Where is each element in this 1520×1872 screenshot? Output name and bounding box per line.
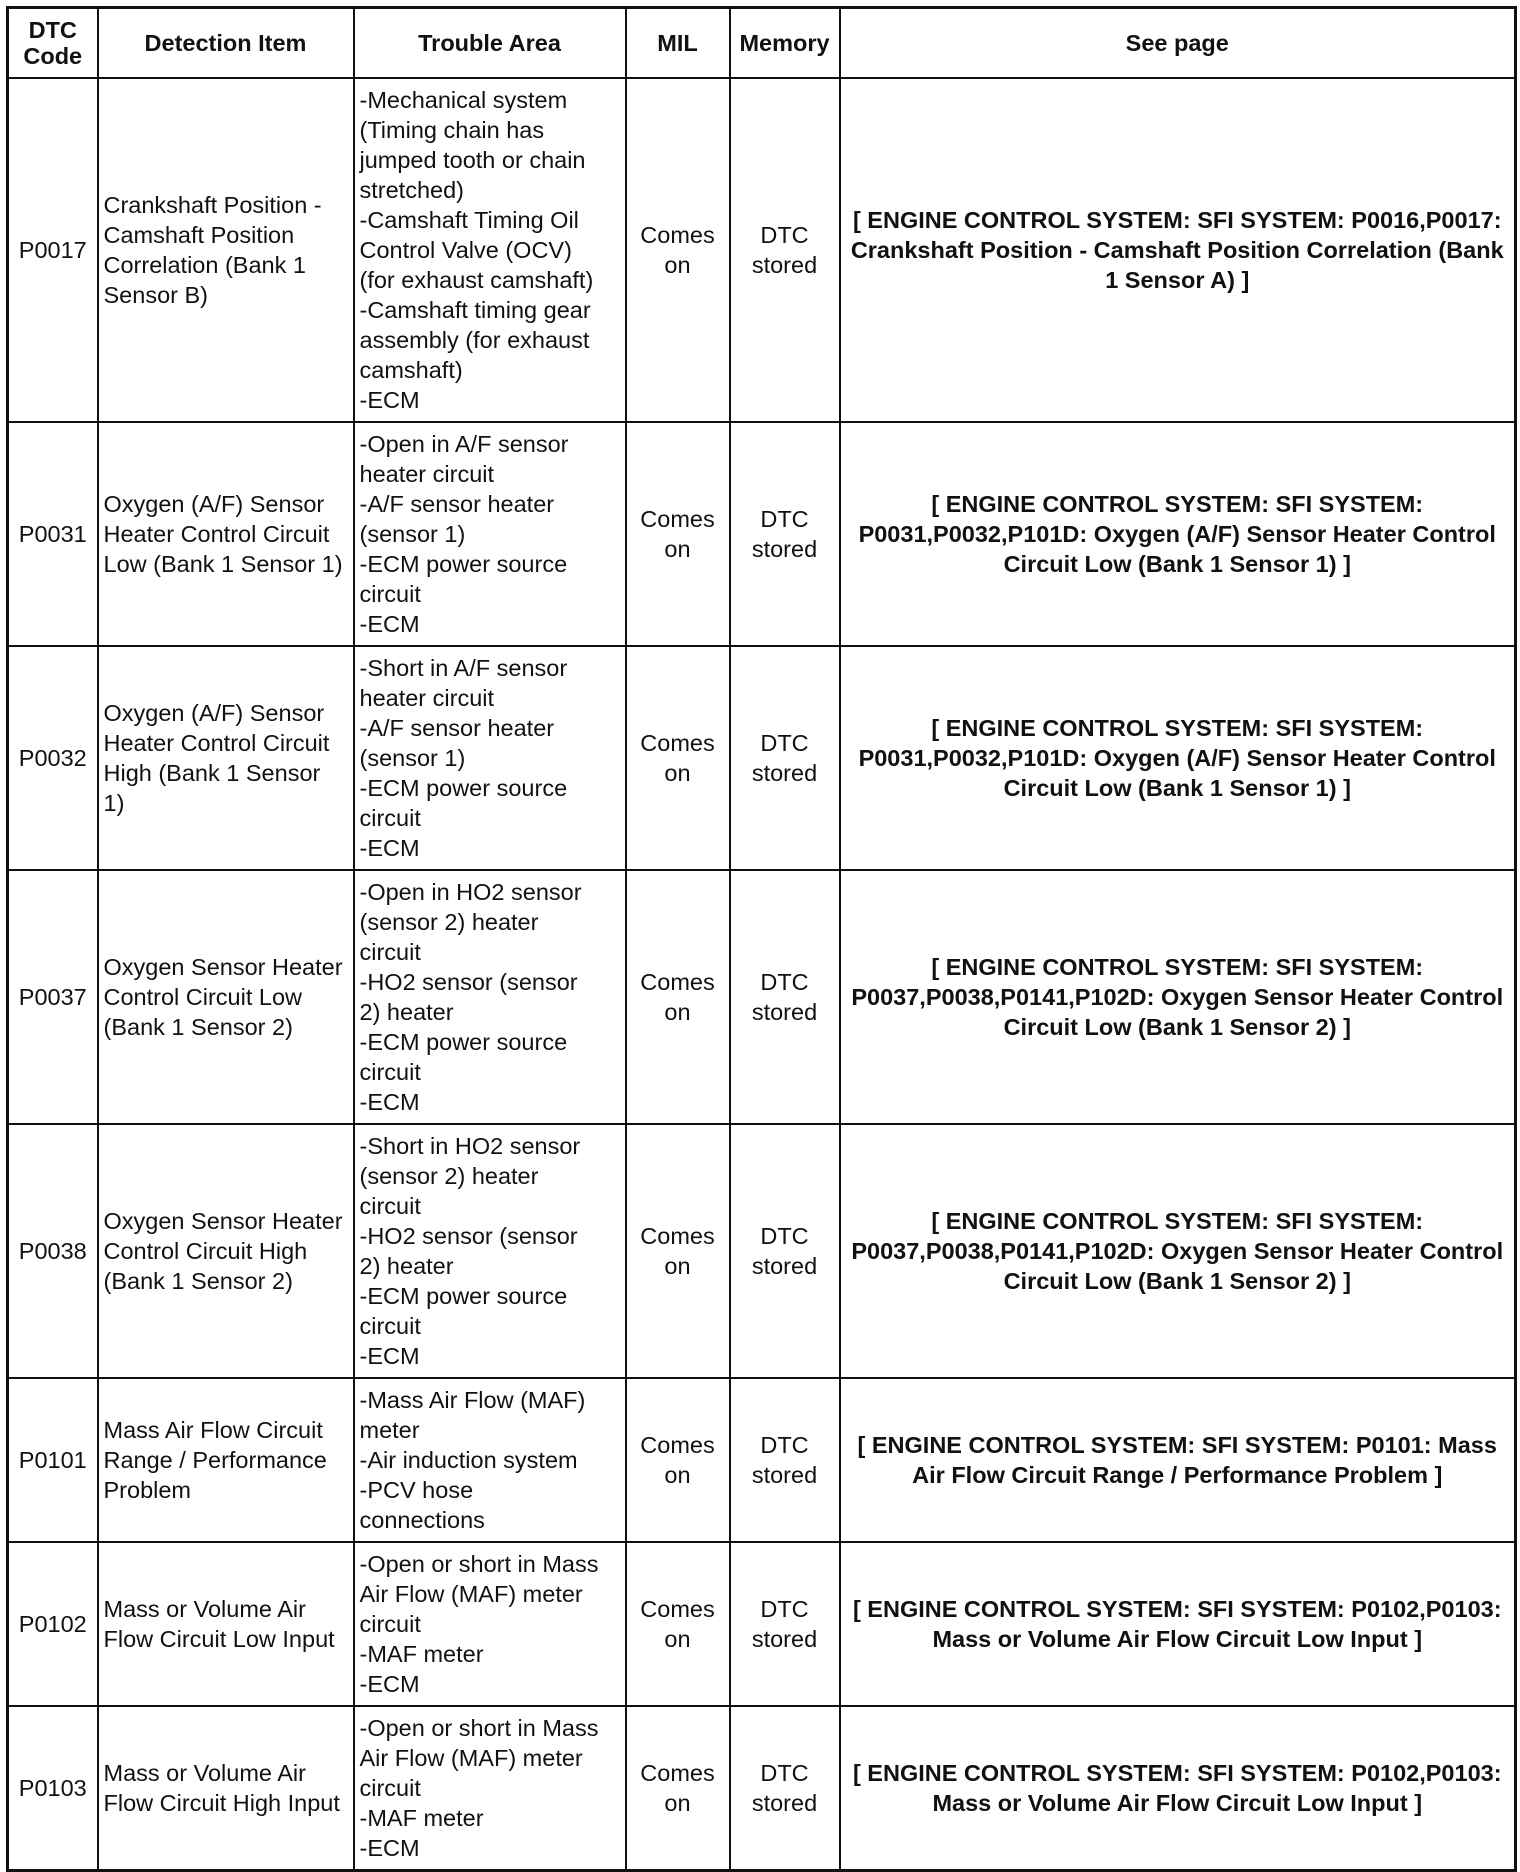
trouble-area-line: -Open in HO2 sensor: [359, 879, 582, 905]
dtc-code-cell: P0102: [8, 1542, 98, 1706]
table-row: [8, 1542, 1516, 1706]
see-page-link[interactable]: [ ENGINE CONTROL SYSTEM: SFI SYSTEM: P0102,P0103: Mass or Volume Air Flow Circuit Low Input ]: [852, 1596, 1502, 1652]
dtc-table-container: [6, 6, 1517, 1872]
trouble-area-line: -MAF meter: [359, 1804, 484, 1831]
table-row: [8, 78, 1516, 422]
detection-item-cell: Oxygen Sensor Heater Control Circuit Low (Bank 1 Sensor 2): [98, 870, 354, 1124]
table-row: [8, 1124, 1516, 1378]
see-page-cell: [840, 646, 1516, 870]
header-row: [8, 8, 1516, 79]
trouble-area-line: circuit: [359, 1059, 421, 1085]
trouble-area-line: heater circuit: [359, 461, 495, 487]
trouble-area-cell: [354, 1124, 626, 1378]
trouble-area-line: -HO2 sensor (sensor: [359, 969, 578, 995]
trouble-area-line: -Air induction system: [359, 1447, 578, 1473]
trouble-area-line: Air Flow (MAF) meter: [359, 1744, 583, 1771]
trouble-area-line: circuit: [359, 581, 421, 607]
see-page-link[interactable]: [ ENGINE CONTROL SYSTEM: SFI SYSTEM: P0031,P0032,P101D: Oxygen (A/F) Sensor Heater Control Circuit Low (Bank 1 Sensor 1) ]: [858, 491, 1496, 577]
trouble-area-line: (Timing chain has: [359, 117, 545, 143]
trouble-area-line: -A/F sensor heater: [359, 491, 555, 517]
trouble-area-line: -Short in HO2 sensor: [359, 1133, 581, 1159]
trouble-area-line: (for exhaust camshaft): [359, 267, 594, 293]
see-page-link[interactable]: [ ENGINE CONTROL SYSTEM: SFI SYSTEM: P0037,P0038,P0141,P102D: Oxygen Sensor Heater Control Circuit Low (Bank 1 Sensor 2) ]: [851, 1208, 1504, 1294]
dtc-code-cell: P0037: [8, 870, 98, 1124]
memory-cell: DTC stored: [730, 1378, 840, 1542]
trouble-area-cell: [354, 646, 626, 870]
trouble-area-line: -Open or short in Mass: [359, 1551, 599, 1577]
trouble-area-line: -ECM: [359, 387, 420, 413]
trouble-area-line: -Mechanical system: [359, 87, 568, 113]
dtc-code-cell: P0101: [8, 1378, 98, 1542]
table-row: [8, 1706, 1516, 1870]
mil-cell: Comes on: [626, 422, 730, 646]
see-page-link[interactable]: [ ENGINE CONTROL SYSTEM: SFI SYSTEM: P0037,P0038,P0141,P102D: Oxygen Sensor Heater Control Circuit Low (Bank 1 Sensor 2) ]: [851, 954, 1504, 1040]
dtc-table: [6, 6, 1517, 1872]
trouble-area-cell: [354, 1542, 626, 1706]
trouble-area-line: Control Valve (OCV): [359, 237, 572, 263]
trouble-area-line: stretched): [359, 177, 464, 203]
table-row: [8, 870, 1516, 1124]
memory-cell: DTC stored: [730, 1124, 840, 1378]
trouble-area-line: -A/F sensor heater: [359, 715, 555, 741]
header-dtc-code-line1: DTC: [28, 17, 77, 43]
see-page-link[interactable]: [ ENGINE CONTROL SYSTEM: SFI SYSTEM: P0102,P0103: Mass or Volume Air Flow Circuit Low Input ]: [852, 1759, 1502, 1816]
trouble-area-line: circuit: [359, 939, 421, 965]
see-page-cell: [840, 1124, 1516, 1378]
mil-cell: Comes on: [626, 870, 730, 1124]
trouble-area-line: -ECM power source: [359, 775, 568, 801]
dtc-code-cell: P0032: [8, 646, 98, 870]
trouble-area-line: circuit: [359, 1313, 421, 1339]
memory-cell: DTC stored: [730, 422, 840, 646]
mil-cell: Comes on: [626, 646, 730, 870]
see-page-cell: [840, 1542, 1516, 1706]
trouble-area-line: circuit: [359, 1774, 421, 1801]
trouble-area-line: jumped tooth or chain: [359, 147, 586, 173]
mil-cell: Comes on: [626, 1124, 730, 1378]
detection-item-cell: Mass Air Flow Circuit Range / Performance Problem: [98, 1378, 354, 1542]
dtc-table-body: [8, 78, 1516, 1870]
trouble-area-cell: [354, 870, 626, 1124]
trouble-area-line: (sensor 2) heater: [359, 909, 539, 935]
trouble-area-line: -Open in A/F sensor: [359, 431, 569, 457]
trouble-area-line: -ECM: [359, 835, 420, 861]
trouble-area-line: Air Flow (MAF) meter: [359, 1581, 583, 1607]
trouble-area-line: circuit: [359, 805, 421, 831]
see-page-cell: [840, 422, 1516, 646]
detection-item-cell: Mass or Volume Air Flow Circuit Low Input: [98, 1542, 354, 1706]
trouble-area-line: -ECM: [359, 1671, 420, 1697]
memory-cell: DTC stored: [730, 870, 840, 1124]
trouble-area-line: -Camshaft Timing Oil: [359, 207, 579, 233]
header-detection-item: Detection Item: [98, 8, 354, 79]
trouble-area-line: assembly (for exhaust: [359, 327, 590, 353]
trouble-area-line: -ECM: [359, 1834, 420, 1861]
trouble-area-line: (sensor 1): [359, 745, 466, 771]
mil-cell: Comes on: [626, 1542, 730, 1706]
table-row: [8, 422, 1516, 646]
trouble-area-line: -ECM power source: [359, 1283, 568, 1309]
memory-cell: DTC stored: [730, 646, 840, 870]
header-mil: MIL: [626, 8, 730, 79]
trouble-area-line: 2) heater: [359, 999, 454, 1025]
see-page-cell: [840, 1706, 1516, 1870]
trouble-area-line: circuit: [359, 1611, 421, 1637]
trouble-area-line: connections: [359, 1507, 485, 1533]
trouble-area-cell: [354, 78, 626, 422]
trouble-area-line: camshaft): [359, 357, 463, 383]
header-trouble-area: Trouble Area: [354, 8, 626, 79]
dtc-code-cell: P0103: [8, 1706, 98, 1870]
header-dtc-code: [8, 8, 98, 79]
mil-cell: Comes on: [626, 78, 730, 422]
see-page-cell: [840, 1378, 1516, 1542]
detection-item-cell: Oxygen (A/F) Sensor Heater Control Circuit High (Bank 1 Sensor 1): [98, 646, 354, 870]
detection-item-cell: Crankshaft Position - Camshaft Position Correlation (Bank 1 Sensor B): [98, 78, 354, 422]
trouble-area-line: meter: [359, 1417, 420, 1443]
table-row: [8, 646, 1516, 870]
mil-cell: Comes on: [626, 1706, 730, 1870]
detection-item-cell: Mass or Volume Air Flow Circuit High Input: [98, 1706, 354, 1870]
header-see-page: See page: [840, 8, 1516, 79]
trouble-area-line: circuit: [359, 1193, 421, 1219]
trouble-area-line: -Short in A/F sensor: [359, 655, 568, 681]
mil-cell: Comes on: [626, 1378, 730, 1542]
see-page-link[interactable]: [ ENGINE CONTROL SYSTEM: SFI SYSTEM: P0016,P0017: Crankshaft Position - Camshaft Position Correlation (Bank 1 Sensor A) ]: [850, 207, 1504, 293]
detection-item-cell: Oxygen Sensor Heater Control Circuit High (Bank 1 Sensor 2): [98, 1124, 354, 1378]
dtc-code-cell: P0031: [8, 422, 98, 646]
trouble-area-line: -ECM power source: [359, 1029, 568, 1055]
memory-cell: DTC stored: [730, 1706, 840, 1870]
trouble-area-cell: [354, 1378, 626, 1542]
trouble-area-cell: [354, 1706, 626, 1870]
see-page-link[interactable]: [ ENGINE CONTROL SYSTEM: SFI SYSTEM: P0031,P0032,P101D: Oxygen (A/F) Sensor Heater Control Circuit Low (Bank 1 Sensor 1) ]: [858, 715, 1496, 801]
see-page-cell: [840, 870, 1516, 1124]
trouble-area-line: -Camshaft timing gear: [359, 297, 591, 323]
memory-cell: DTC stored: [730, 1542, 840, 1706]
header-memory: Memory: [730, 8, 840, 79]
trouble-area-line: -Mass Air Flow (MAF): [359, 1387, 586, 1413]
memory-cell: DTC stored: [730, 78, 840, 422]
header-dtc-code-line2: Code: [23, 43, 83, 69]
trouble-area-line: -ECM: [359, 1343, 420, 1369]
trouble-area-cell: [354, 422, 626, 646]
dtc-code-cell: P0017: [8, 78, 98, 422]
see-page-cell: [840, 78, 1516, 422]
trouble-area-line: -ECM power source: [359, 551, 568, 577]
trouble-area-line: heater circuit: [359, 685, 495, 711]
trouble-area-line: -ECM: [359, 611, 420, 637]
table-row: [8, 1378, 1516, 1542]
trouble-area-line: -HO2 sensor (sensor: [359, 1223, 578, 1249]
trouble-area-line: 2) heater: [359, 1253, 454, 1279]
trouble-area-line: -ECM: [359, 1089, 420, 1115]
see-page-link[interactable]: [ ENGINE CONTROL SYSTEM: SFI SYSTEM: P0101: Mass Air Flow Circuit Range / Performance Problem ]: [857, 1432, 1497, 1488]
trouble-area-line: -MAF meter: [359, 1641, 484, 1667]
trouble-area-line: (sensor 1): [359, 521, 466, 547]
trouble-area-line: (sensor 2) heater: [359, 1163, 539, 1189]
detection-item-cell: Oxygen (A/F) Sensor Heater Control Circuit Low (Bank 1 Sensor 1): [98, 422, 354, 646]
dtc-code-cell: P0038: [8, 1124, 98, 1378]
trouble-area-line: -Open or short in Mass: [359, 1714, 599, 1741]
trouble-area-line: -PCV hose: [359, 1477, 474, 1503]
